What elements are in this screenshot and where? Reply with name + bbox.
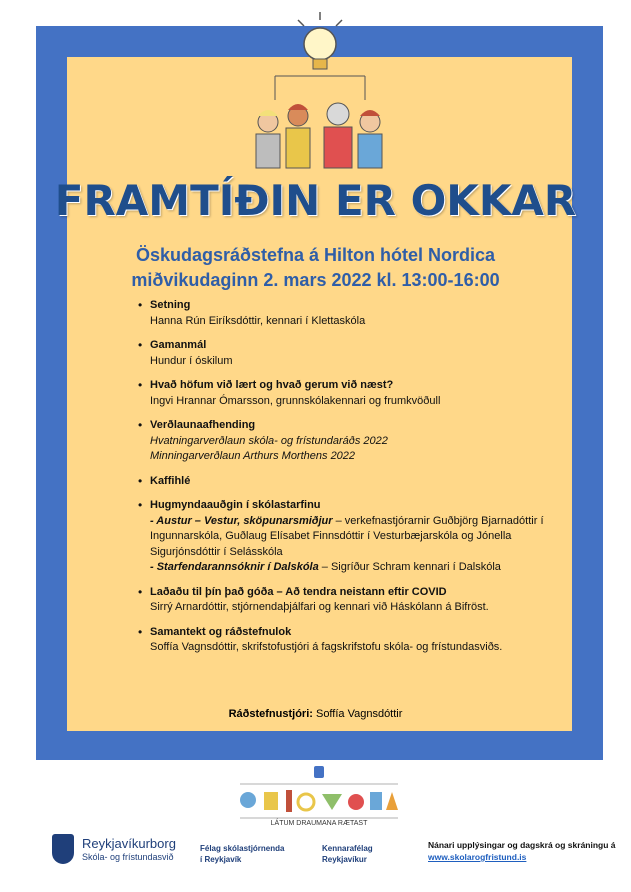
program-item-detail: Hanna Rún Eiríksdóttir, kennari í Klettaskóla [150, 314, 366, 327]
reykjavikurborg-logo [52, 832, 182, 872]
program-item [150, 298, 550, 329]
program-item-title: • Verðlaunaafhending [150, 419, 256, 431]
org1-line1: Félag skólastjórnenda [200, 844, 285, 853]
workshop-title: - Austur – Vestur, sköpunarsmiðjur [150, 514, 333, 527]
info-text: Nánari upplýsingar og dagskrá og skráningu á [428, 840, 616, 850]
latum-draumana-logo [234, 764, 404, 834]
org-teachers-union [322, 843, 373, 865]
program-item-detail: Hundur í óskilum [150, 354, 233, 367]
subtitle-venue: Öskudagsráðstefna á Hilton hótel Nordica [135, 245, 496, 265]
program-item-detail: Sirrý Arnardóttir, stjórnendaþjálfari og kennari við Háskólann á Bifröst. [150, 601, 489, 613]
dream-icons [234, 764, 404, 820]
research-detail: – Sigríður Schram kennari í Dalskóla [318, 561, 501, 573]
program-item-detail [150, 560, 550, 576]
people-lightbulb-illustration [240, 10, 400, 170]
program-item-title: • Hvað höfum við lært og hvað gerum við næst? [150, 379, 394, 391]
program-item-title: • Samantekt og ráðstefnulok [150, 625, 292, 638]
program-list [150, 298, 550, 665]
program-item [150, 338, 550, 369]
rvk-subtitle: Skóla- og frístundasvið [82, 852, 174, 862]
program-item-title: • Setning [150, 299, 191, 311]
rvk-name: Reykjavíkurborg [82, 836, 176, 851]
program-item-detail: Ingvi Hrannar Ómarsson, grunnskólakennari og frumkvöðull [150, 394, 441, 407]
org-school-leaders [200, 843, 284, 865]
research-title: - Starfendarannsóknir í Dalskóla [150, 561, 319, 573]
chair-name: Soffía Vagnsdóttir [312, 708, 403, 720]
program-item-detail: Minningarverðlaun Arthurs Morthens 2022 [150, 450, 356, 462]
registration-info [428, 839, 618, 863]
program-item-title: • Gamanmál [150, 339, 207, 351]
program-item [150, 498, 550, 576]
program-item [150, 585, 550, 616]
program-item [150, 418, 550, 465]
main-title: FRAMTÍÐIN ER OKKAR [54, 176, 577, 225]
people-group [256, 103, 382, 168]
shield-icon [52, 834, 74, 864]
program-item-detail [150, 514, 550, 561]
program-item [150, 378, 550, 409]
tagline: LÁTUM DRAUMANA RÆTAST [270, 820, 368, 827]
program-item-detail: Soffía Vagnsdóttir, skrifstofustjóri á fagskrifstofu skóla- og frístundasviðs. [150, 641, 503, 653]
program-item-title: • Kaffihlé [150, 474, 191, 487]
program-item [150, 625, 550, 656]
lightbulb-icon [275, 12, 365, 100]
workshop-detail: – verkefnastjórarnir Guðbjörg Bjarnadóttir í Ingunnarskóla, Guðlaug Elísabet Finnsdóttir í Vesturbæjarskóla og Jónella Sigurjónsdóttir í Selásskóla [150, 514, 544, 558]
program-item [150, 474, 550, 490]
program-item-title: • Hugmyndaauðgin í skólastarfinu [150, 499, 321, 511]
org1-line2: í Reykjavík [200, 855, 242, 864]
conference-chair [0, 708, 631, 720]
registration-link[interactable]: www.skolarogfristund.is [428, 852, 527, 862]
org2-line1: Kennarafélag [322, 844, 373, 853]
chair-label: Ráðstefnustjóri: [228, 708, 313, 720]
program-item-title: • Laðaðu til þín það góða – Að tendra neistann eftir COVID [150, 585, 447, 598]
program-item-detail: Hvatningarverðlaun skóla- og frístundaráðs 2022 [150, 434, 388, 447]
subtitle-date: miðvikudaginn 2. mars 2022 kl. 13:00-16:00 [131, 270, 500, 290]
org2-line2: Reykjavíkur [322, 855, 367, 864]
